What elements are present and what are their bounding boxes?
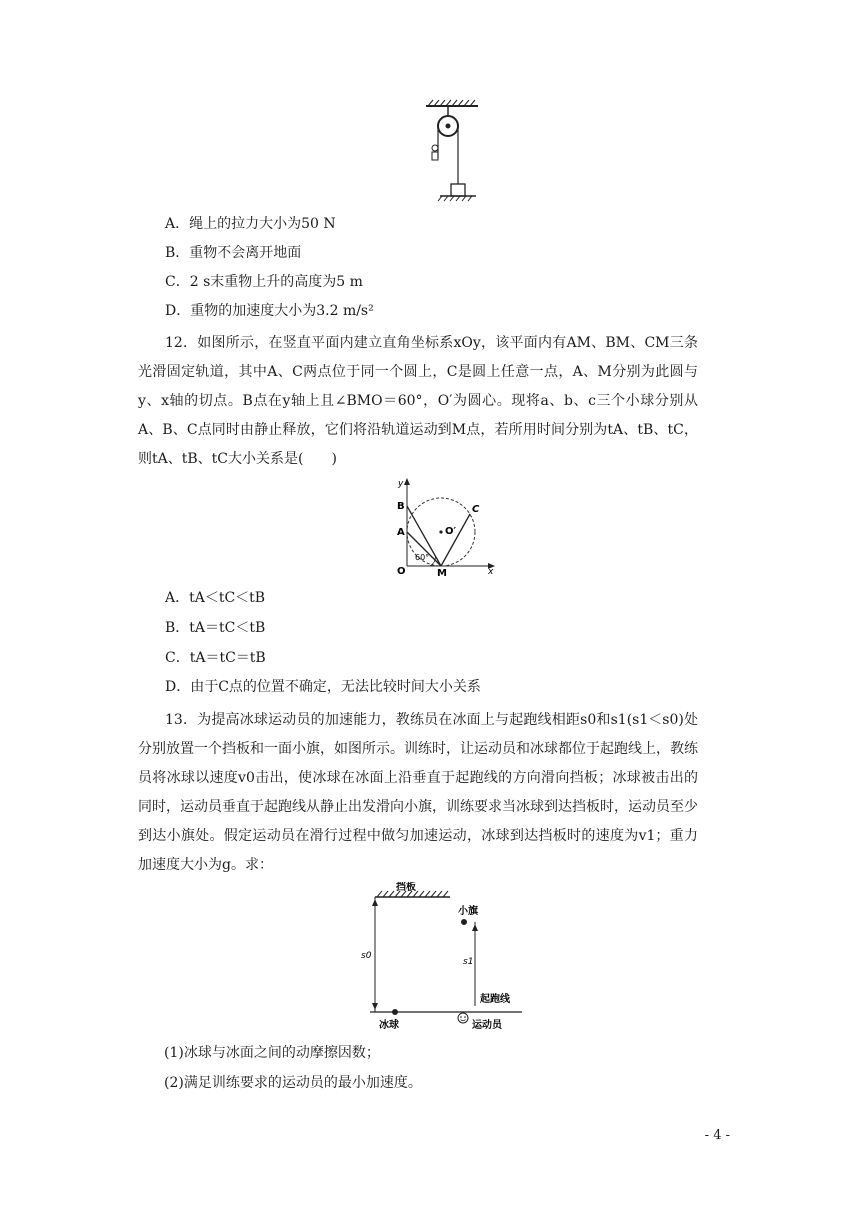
- q12-option-c: C．tA＝tC＝tB: [165, 650, 266, 666]
- fig-o-prime-label: O′: [445, 526, 457, 537]
- fig-o-label: O: [397, 566, 406, 576]
- fig-s1-label: s1: [463, 957, 474, 967]
- pulley-figure: [418, 96, 488, 206]
- q11-option-a: A．绳上的拉力大小为50 N: [165, 216, 336, 232]
- fig-baffle-label: 挡板: [396, 882, 416, 893]
- athlete-smiley-icon: [458, 1013, 468, 1023]
- q11-option-c: C．2 s末重物上升的高度为5 m: [165, 274, 363, 290]
- q13-ice-figure: [360, 882, 530, 1032]
- q11-option-b: B．重物不会离开地面: [165, 245, 302, 261]
- page-number: - 4 -: [704, 1128, 730, 1143]
- q13-stem: 13．为提高冰球运动员的加速能力，教练员在冰面上与起跑线相距s0和s1(s1＜s0)处分别放置一个挡板和一面小旗，如图所示。训练时，让运动员和冰球都位于起跑线上，教练员将冰球以速度v0击出，使冰球在冰面上沿垂直于起跑线的方向滑向挡板；冰球被击出的同时，运动员垂直于起跑线从静止出发滑向小旗，训练要求当冰球到达挡板时，运动员至少到达小旗处。假定运动员在滑行过程中做匀加速运动，冰球到达挡板时的速度为v1；重力加速度大小为g。求：: [138, 712, 698, 873]
- fig-puck-label: 冰球: [379, 1020, 399, 1031]
- q12-circle-figure: [392, 476, 502, 576]
- fig-m-label: M: [437, 568, 447, 576]
- fig-angle-label: 60°: [415, 553, 430, 562]
- fig-a-label: A: [397, 527, 405, 538]
- fig-start-line-label: 起跑线: [480, 994, 510, 1005]
- q13-question-1: (1)冰球与冰面之间的动摩擦因数；: [164, 1045, 380, 1061]
- fig-athlete-label: 运动员: [472, 1020, 502, 1031]
- q12-option-a: A．tA＜tC＜tB: [165, 590, 266, 606]
- q11-option-d: D．重物的加速度大小为3.2 m/s²: [165, 303, 374, 319]
- fig-y-label: y: [398, 479, 404, 489]
- fig-flag-label: 小旗: [458, 906, 478, 917]
- q12-option-d: D．由于C点的位置不确定，无法比较时间大小关系: [165, 679, 481, 695]
- fig-s0-label: s0: [361, 951, 372, 961]
- q13-question-2: (2)满足训练要求的运动员的最小加速度。: [164, 1075, 422, 1091]
- fig-b-label: B: [397, 501, 405, 512]
- q12-option-b: B．tA＝tC＜tB: [165, 620, 266, 636]
- q12-stem: 12．如图所示，在竖直平面内建立直角坐标系xOy，该平面内有AM、BM、CM三条光滑固定轨道，其中A、C两点位于同一个圆上，C是圆上任意一点，A、M分别为此圆与y、x轴的切点。B点在y轴上且∠BMO＝60°，O′为圆心。现将a、b、c三个小球分别从A、B、C点同时由静止释放，它们将沿轨道运动到M点，若所用时间分别为tA、tB、tC，则tA、tB、tC大小关系是( ): [138, 335, 698, 467]
- fig-x-label: x: [488, 567, 494, 576]
- fig-c-label: C: [472, 504, 480, 515]
